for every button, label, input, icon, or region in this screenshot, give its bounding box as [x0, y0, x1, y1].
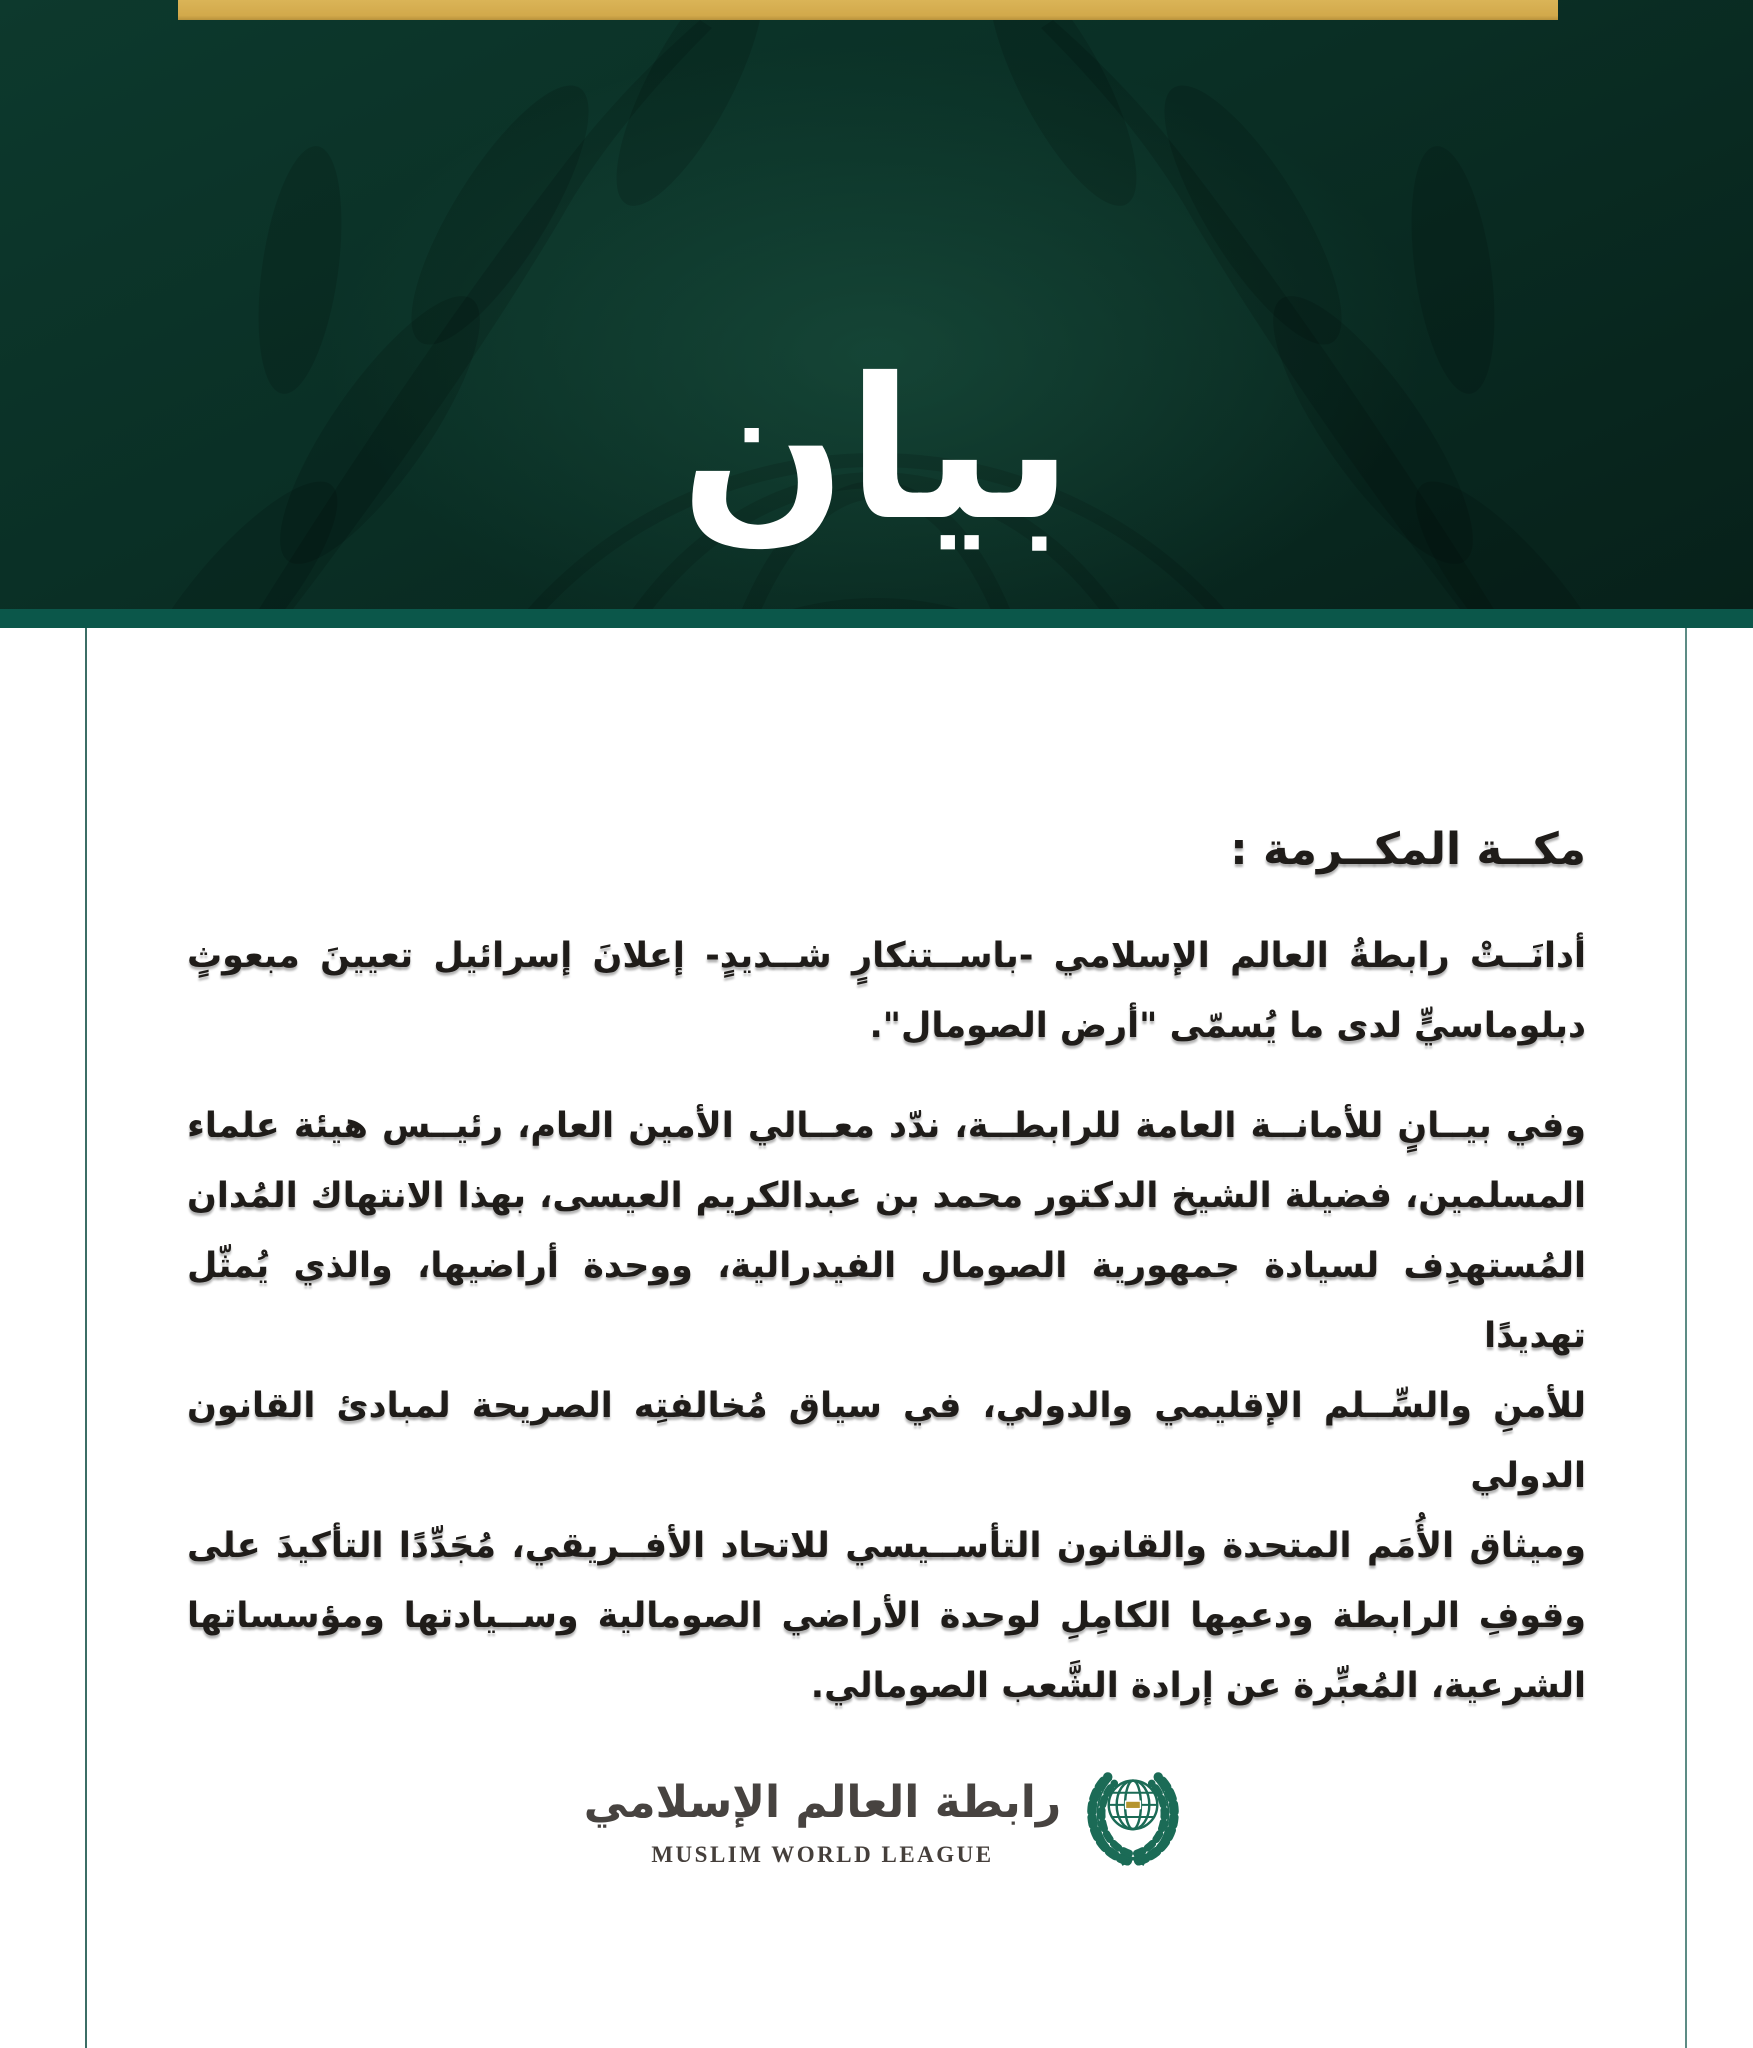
paragraph-1-line-1: أدانَــتْ رابطةُ العالم الإسلامي -باســتنكارٍ شــديدٍ- إعلانَ إسرائيل تعيينَ مبعوثٍ: [187, 936, 1586, 976]
mwl-english-name: MUSLIM WORLD LEAGUE: [651, 1842, 994, 1867]
right-border-line: [1685, 628, 1687, 2048]
mwl-arabic-name: رابطة العالم الإسلامي: [583, 1777, 1062, 1828]
header-banner: [0, 0, 1753, 609]
paragraph-2: [187, 1091, 1586, 1721]
teal-divider-strip: [0, 609, 1753, 628]
paragraph-2-line-1: وفي بيــانٍ للأمانــة العامة للرابطــة، ندّد معــالي الأمين العام، رئيــس هيئة علماء: [187, 1106, 1586, 1146]
gold-accent-bar: [178, 0, 1558, 20]
paragraph-1-line-2: دبلوماسيٍّ لدى ما يُسمّى "أرض الصومال".: [869, 1006, 1586, 1046]
kaaba-door-icon: [1126, 1801, 1141, 1808]
statement-title-calligraphy: بيان: [680, 336, 1073, 563]
paragraph-2-line-7: الشرعية، المُعبِّرة عن إرادة الشَّعب الصومالي.: [810, 1666, 1586, 1706]
paragraph-2-line-3: المُستهدِف لسيادة جمهورية الصومال الفيدرالية، ووحدة أراضيها، والذي يُمثّل تهديدًا: [187, 1246, 1586, 1356]
paragraph-2-line-5: وميثاق الأُمَم المتحدة والقانون التأســيسي للاتحاد الأفــريقي، مُجَدِّدًا التأكيدَ على: [187, 1526, 1586, 1566]
left-border-line: [85, 628, 87, 2048]
statement-content: [187, 628, 1586, 1867]
mwl-wordmark: [584, 1766, 1061, 1868]
paragraph-2-line-6: وقوفِ الرابطة ودعمِها الكامِلِ لوحدة الأراضي الصومالية وســيادتها ومؤسساتها: [187, 1596, 1586, 1636]
paragraph-2-line-4: للأمنِ والسِّــلم الإقليمي والدولي، في سياق مُخالفتِه الصريحة لمبادئ القانون الدولي: [187, 1386, 1586, 1496]
paragraph-1: [187, 921, 1586, 1061]
statement-body: [0, 628, 1753, 2048]
mwl-emblem-icon: [1077, 1765, 1189, 1869]
location-heading: مكــة المكــرمة :: [1230, 824, 1586, 875]
paragraph-2-line-2: المسلمين، فضيلة الشيخ الدكتور محمد بن عبدالكريم العيسى، بهذا الانتهاك المُدان: [187, 1176, 1586, 1216]
mwl-logo: [187, 1765, 1586, 1869]
